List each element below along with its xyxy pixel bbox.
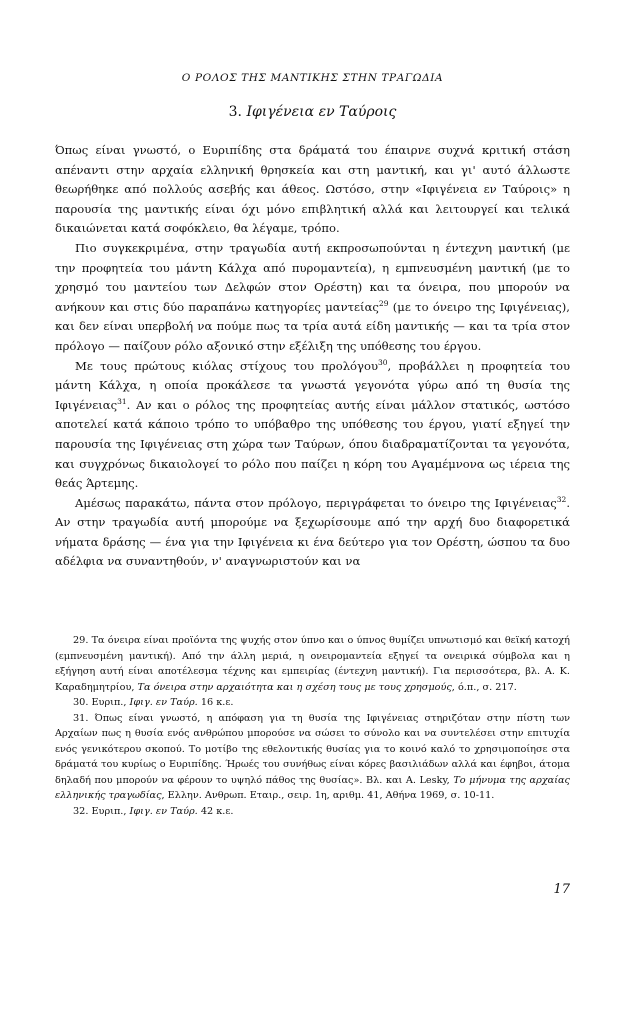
footnote-ref-30[interactable]: 30 [378,357,388,367]
paragraph-text: . Αν και ο ρόλος της προφητείας αυτής είναι μάλλον στατικός, ωστόσο αποτελεί κατά κάποιο τρόπο το υπόβαθρο της υπόθεσης του έργου, γιατί εξηγεί την παρουσία της Ιφιγένειας στη χώρα των Ταύρων, όπου διαδραματίζονται τα γεγονότα, και συγχρόνως δικαιολογεί το ρόλο που παίζει η κόρη του Αγαμέμνονα ως ιέρεια της θεάς Άρτεμης. [55,397,570,491]
footnote-ref-32[interactable]: 32 [556,494,567,504]
paragraph-4 [55,494,570,572]
paragraph-2 [55,239,570,357]
section-title [55,104,570,120]
footnote-text: 16 κ.ε. [197,697,234,708]
footnote-text: 30. Ευριπ., [73,697,130,708]
page-number: 17 [553,882,570,897]
footnote-text: 29. Τα όνειρα είναι προϊόντα της ψυχής στον ύπνο και ο ύπνος θυμίζει υπνωτισμό και θεϊκή κατοχή (εμπνευσμένη μαντική). Από την άλλη μεριά, η ονειρομαντεία εξηγεί τα ονειρικά σύμβολα και η εξήγηση αυτή είναι αποτέλεσμα τέχνης και εμπειρίας (έντεχνη μαντική). Για περισσότερα, βλ. Α. Κ. Καραδημητρίου, [55,635,570,693]
paragraph-text: (με το όνειρο της Ιφιγένειας), και δεν είναι υπερβολή να πούμε πως τα τρία αυτά είδη μαντικής — και τα τρία στον πρόλογο — παίζουν ρόλο αξονικό στην εξέλιξη της υπόθεσης του έργου. [55,299,570,353]
footnote-ref-29[interactable]: 29 [378,298,389,308]
footnote-32 [55,804,570,820]
paragraph-text: Αμέσως παρακάτω, πάντα στον πρόλογο, περιγράφεται το όνειρο της Ιφιγένειας [75,495,557,510]
footnote-text: , ό.π., σ. 217. [451,681,517,693]
page-body [55,72,570,572]
footnote-31 [55,711,570,804]
footnote-title: Τα όνειρα στην αρχαιότητα και η σχέση τους με τους χρησμούς [137,681,452,693]
section-name: Ιφιγένεια εν Ταύροις [246,104,397,120]
footnotes [55,633,570,819]
footnote-29 [55,633,570,695]
footnote-ref-31[interactable]: 31 [117,396,127,406]
main-text [55,141,570,572]
footnote-30 [55,695,570,711]
footnote-title: Ιφιγ. εν Ταύρ. [129,697,198,708]
paragraph-1 [55,141,570,239]
paragraph-text: Όπως είναι γνωστό, ο Ευριπίδης στα δράματά του έπαιρνε συχνά κριτική στάση απέναντι στην αρχαία ελληνική θρησκεία και στη μαντική, και γι' αυτό άλλωστε θεωρήθηκε από πολλούς ασεβής και άθεος. Ωστόσο, στην «Ιφιγένεια εν Ταύροις» η παρουσία της μαντικής είναι όχι μόνο επιβλητική αλλά και λειτουργεί και τελικά δικαιώνεται κατά σοφόκλειο, θα λέγαμε, τρόπο. [55,143,570,236]
running-head: Ο ΡΟΛΟΣ ΤΗΣ ΜΑΝΤΙΚΗΣ ΣΤΗΝ ΤΡΑΓΩΔΙΑ [181,72,444,84]
section-number: 3. [228,104,242,120]
paragraph-text: Με τους πρώτους κιόλας στίχους του προλόγου [75,358,378,373]
paragraph-text: , προβάλλει η προφητεία του μάντη Κάλχα, η οποία προκάλεσε τα γνωστά γεγονότα γύρω από τη θυσία της Ιφιγένειας [55,358,570,412]
footnote-text: , Ελλην. Ανθρωπ. Εταιρ., σειρ. 1η, αριθμ. 41, Αθήνα 1969, σ. 10-11. [161,790,495,801]
paragraph-text: Πιο συγκεκριμένα, στην τραγωδία αυτή εκπροσωπούνται η έντεχνη μαντική (με την προφητεία του μάντη Κάλχα από πυρομαντεία), η εμπνευσμένη μαντική (με το χρησμό του μαντείου των Δελφών στον Ορέστη) και τα όνειρα, που μπορούν να ανήκουν και στις δύο παραπάνω κατηγορίες μαντείας [55,240,570,314]
footnote-text: 42 κ.ε. [197,805,234,817]
footnote-title: Ιφιγ. εν Ταύρ. [129,805,198,817]
paragraph-3 [55,357,570,494]
paragraph-text: . Αν στην τραγωδία αυτή μπορούμε να ξεχωρίσουμε από την αρχή δυο διαφορετικά νήματα δράσης — ένα για την Ιφιγένεια κι ένα δεύτερο για τον Ορέστη, ώσπου τα δυο αδέλφια να συναντηθούν, ν' αναγνωριστούν και να [55,495,570,569]
footnote-text: 32. Ευριπ., [73,805,130,817]
footnote-text: 31. Όπως είναι γνωστό, η απόφαση για τη θυσία της Ιφιγένειας στηριζόταν στην πίστη των Αρχαίων πως η θυσία ενός ανθρώπου μπορούσε να σώσει το σύνολο και να συντελέσει στην επιτυχία ενός γενικότερου σκοπού. Το μοτίβο της εθελοντικής θυσίας για το κοινό καλό το χρησιμοποίησε στα δράματά του κυρίως ο Ευριπίδης. Ήρωές του συνήθως είναι κόρες βασιλιάδων αλλά και έφηβοι, άτομα δηλαδή που μπορούν να φέρουν το υψηλό πάθος της θυσίας». Βλ. και A. Lesky, [55,712,570,786]
footnote-title: Το μήνυμα της αρχαίας ελληνικής τραγωδίας [55,774,570,801]
